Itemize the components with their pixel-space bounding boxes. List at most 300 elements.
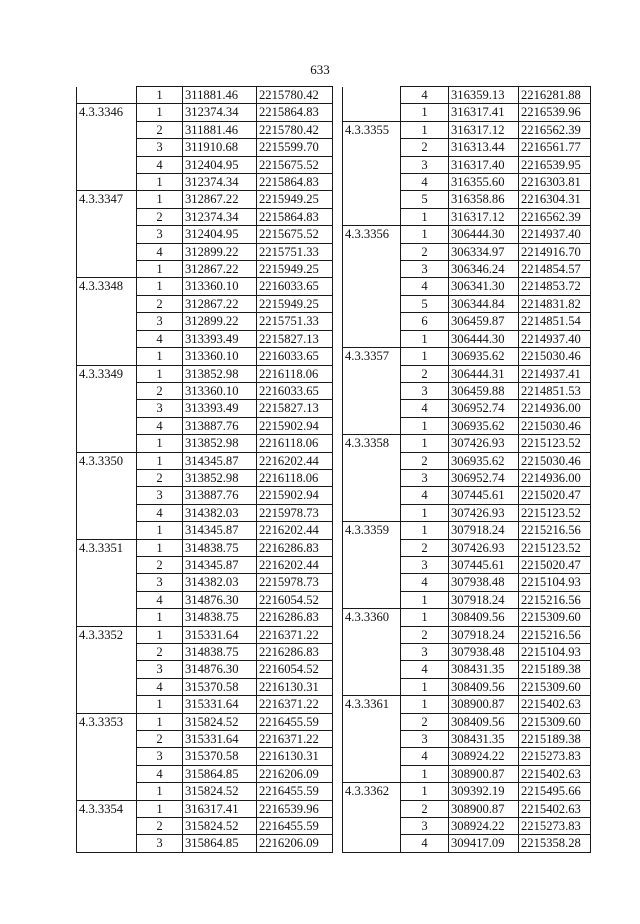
parcel-number-cell: 4.3.3347 — [77, 191, 137, 208]
table-row — [77, 504, 333, 521]
x-coordinate-cell: 316317.41 — [183, 800, 257, 817]
y-coordinate-cell: 2216054.52 — [257, 591, 333, 608]
x-coordinate-cell: 314345.87 — [183, 452, 257, 469]
parcel-number-cell — [77, 156, 137, 173]
point-number-cell: 4 — [401, 278, 449, 295]
y-coordinate-cell: 2214851.53 — [519, 382, 591, 399]
table-row — [77, 487, 333, 504]
table-row — [77, 400, 333, 417]
x-coordinate-cell: 312867.22 — [183, 191, 257, 208]
parcel-number-cell — [343, 400, 401, 417]
table-row — [343, 609, 591, 626]
point-number-cell: 1 — [401, 417, 449, 434]
y-coordinate-cell: 2216130.31 — [257, 748, 333, 765]
x-coordinate-cell: 312899.22 — [183, 243, 257, 260]
y-coordinate-cell: 2216539.96 — [519, 104, 591, 121]
y-coordinate-cell: 2215123.52 — [519, 539, 591, 556]
point-number-cell: 2 — [401, 139, 449, 156]
x-coordinate-cell: 316358.86 — [449, 191, 519, 208]
point-number-cell: 4 — [401, 487, 449, 504]
table-row — [77, 469, 333, 486]
x-coordinate-cell: 313360.10 — [183, 382, 257, 399]
point-number-cell: 1 — [137, 626, 183, 643]
x-coordinate-cell: 307918.24 — [449, 591, 519, 608]
table-row — [343, 382, 591, 399]
table-row — [343, 104, 591, 121]
parcel-number-cell — [77, 417, 137, 434]
table-row — [77, 644, 333, 661]
x-coordinate-cell: 308431.35 — [449, 661, 519, 678]
x-coordinate-cell: 306444.30 — [449, 330, 519, 347]
table-row — [343, 765, 591, 782]
y-coordinate-cell: 2215030.46 — [519, 417, 591, 434]
point-number-cell: 4 — [401, 661, 449, 678]
parcel-number-cell — [77, 835, 137, 852]
coordinates-table-right-body — [343, 87, 591, 853]
point-number-cell: 2 — [137, 644, 183, 661]
x-coordinate-cell: 313887.76 — [183, 417, 257, 434]
y-coordinate-cell: 2215864.83 — [257, 104, 333, 121]
point-number-cell: 1 — [401, 522, 449, 539]
y-coordinate-cell: 2215949.25 — [257, 261, 333, 278]
y-coordinate-cell: 2214854.57 — [519, 261, 591, 278]
table-row — [343, 626, 591, 643]
parcel-number-cell — [77, 261, 137, 278]
table-row — [343, 504, 591, 521]
y-coordinate-cell: 2215978.73 — [257, 504, 333, 521]
x-coordinate-cell: 313360.10 — [183, 348, 257, 365]
table-row — [343, 731, 591, 748]
y-coordinate-cell: 2216455.59 — [257, 713, 333, 730]
table-row — [77, 313, 333, 330]
x-coordinate-cell: 308924.22 — [449, 818, 519, 835]
point-number-cell: 2 — [401, 539, 449, 556]
table-row — [343, 156, 591, 173]
point-number-cell: 1 — [401, 121, 449, 138]
parcel-number-cell — [343, 104, 401, 121]
y-coordinate-cell: 2215751.33 — [257, 313, 333, 330]
y-coordinate-cell: 2216286.83 — [257, 644, 333, 661]
table-row — [77, 226, 333, 243]
table-row — [343, 87, 591, 104]
point-number-cell: 3 — [137, 574, 183, 591]
y-coordinate-cell: 2214937.41 — [519, 365, 591, 382]
x-coordinate-cell: 306344.84 — [449, 295, 519, 312]
y-coordinate-cell: 2216562.39 — [519, 208, 591, 225]
y-coordinate-cell: 2215949.25 — [257, 295, 333, 312]
y-coordinate-cell: 2216281.88 — [519, 87, 591, 104]
y-coordinate-cell: 2216371.22 — [257, 731, 333, 748]
x-coordinate-cell: 314345.87 — [183, 556, 257, 573]
x-coordinate-cell: 308900.87 — [449, 696, 519, 713]
parcel-number-cell — [343, 330, 401, 347]
parcel-number-cell — [77, 139, 137, 156]
y-coordinate-cell: 2214936.00 — [519, 469, 591, 486]
parcel-number-cell — [77, 243, 137, 260]
y-coordinate-cell: 2214853.72 — [519, 278, 591, 295]
y-coordinate-cell: 2216303.81 — [519, 174, 591, 191]
y-coordinate-cell: 2216033.65 — [257, 348, 333, 365]
parcel-number-cell — [343, 469, 401, 486]
table-row — [343, 539, 591, 556]
parcel-number-cell: 4.3.3346 — [77, 104, 137, 121]
point-number-cell: 1 — [401, 226, 449, 243]
y-coordinate-cell: 2215104.93 — [519, 574, 591, 591]
table-row — [77, 121, 333, 138]
point-number-cell: 1 — [137, 435, 183, 452]
point-number-cell: 2 — [137, 818, 183, 835]
y-coordinate-cell: 2216206.09 — [257, 835, 333, 852]
y-coordinate-cell: 2215864.83 — [257, 174, 333, 191]
x-coordinate-cell: 315370.58 — [183, 678, 257, 695]
parcel-number-cell — [343, 452, 401, 469]
y-coordinate-cell: 2216562.39 — [519, 121, 591, 138]
parcel-number-cell — [77, 818, 137, 835]
x-coordinate-cell: 316313.44 — [449, 139, 519, 156]
point-number-cell: 4 — [137, 504, 183, 521]
table-row — [343, 417, 591, 434]
table-row — [77, 104, 333, 121]
parcel-number-cell — [343, 731, 401, 748]
x-coordinate-cell: 313360.10 — [183, 278, 257, 295]
point-number-cell: 2 — [137, 208, 183, 225]
y-coordinate-cell: 2215273.83 — [519, 818, 591, 835]
point-number-cell: 6 — [401, 313, 449, 330]
parcel-number-cell — [77, 522, 137, 539]
point-number-cell: 4 — [401, 574, 449, 591]
x-coordinate-cell: 307938.48 — [449, 644, 519, 661]
point-number-cell: 3 — [401, 469, 449, 486]
parcel-number-cell — [343, 626, 401, 643]
x-coordinate-cell: 311881.46 — [183, 121, 257, 138]
parcel-number-cell — [77, 226, 137, 243]
parcel-number-cell: 4.3.3361 — [343, 696, 401, 713]
parcel-number-cell: 4.3.3360 — [343, 609, 401, 626]
point-number-cell: 3 — [137, 661, 183, 678]
y-coordinate-cell: 2215827.13 — [257, 400, 333, 417]
point-number-cell: 3 — [137, 748, 183, 765]
table-row — [343, 348, 591, 365]
table-row — [343, 678, 591, 695]
y-coordinate-cell: 2214936.00 — [519, 400, 591, 417]
x-coordinate-cell: 307445.61 — [449, 556, 519, 573]
table-row — [343, 661, 591, 678]
point-number-cell: 1 — [137, 696, 183, 713]
x-coordinate-cell: 315864.85 — [183, 765, 257, 782]
y-coordinate-cell: 2215902.94 — [257, 487, 333, 504]
table-row — [343, 139, 591, 156]
parcel-number-cell — [77, 696, 137, 713]
x-coordinate-cell: 308409.56 — [449, 678, 519, 695]
parcel-number-cell — [77, 504, 137, 521]
y-coordinate-cell: 2215599.70 — [257, 139, 333, 156]
table-row — [77, 295, 333, 312]
x-coordinate-cell: 312374.34 — [183, 104, 257, 121]
y-coordinate-cell: 2216455.59 — [257, 783, 333, 800]
y-coordinate-cell: 2216539.96 — [257, 800, 333, 817]
parcel-number-cell — [343, 156, 401, 173]
table-row — [343, 313, 591, 330]
point-number-cell: 1 — [401, 678, 449, 695]
x-coordinate-cell: 312899.22 — [183, 313, 257, 330]
parcel-number-cell — [77, 487, 137, 504]
x-coordinate-cell: 314838.75 — [183, 609, 257, 626]
parcel-number-cell — [343, 835, 401, 852]
x-coordinate-cell: 306459.88 — [449, 382, 519, 399]
table-row — [77, 539, 333, 556]
point-number-cell: 2 — [137, 382, 183, 399]
point-number-cell: 3 — [401, 644, 449, 661]
x-coordinate-cell: 314382.03 — [183, 504, 257, 521]
table-row — [77, 696, 333, 713]
y-coordinate-cell: 2215030.46 — [519, 348, 591, 365]
table-row — [77, 556, 333, 573]
point-number-cell: 3 — [401, 261, 449, 278]
point-number-cell: 2 — [137, 121, 183, 138]
y-coordinate-cell: 2215123.52 — [519, 435, 591, 452]
y-coordinate-cell: 2216304.31 — [519, 191, 591, 208]
y-coordinate-cell: 2215123.52 — [519, 504, 591, 521]
x-coordinate-cell: 313852.98 — [183, 365, 257, 382]
table-row — [77, 417, 333, 434]
table-row — [77, 174, 333, 191]
parcel-number-cell — [343, 417, 401, 434]
table-row — [343, 748, 591, 765]
point-number-cell: 1 — [401, 435, 449, 452]
y-coordinate-cell: 2216033.65 — [257, 382, 333, 399]
table-row — [343, 400, 591, 417]
point-number-cell: 3 — [137, 139, 183, 156]
coordinates-table-right — [342, 86, 591, 853]
point-number-cell: 2 — [401, 800, 449, 817]
table-row — [77, 278, 333, 295]
point-number-cell: 1 — [137, 452, 183, 469]
x-coordinate-cell: 316355.60 — [449, 174, 519, 191]
parcel-number-cell — [77, 87, 137, 104]
y-coordinate-cell: 2215751.33 — [257, 243, 333, 260]
table-row — [343, 121, 591, 138]
point-number-cell: 1 — [137, 104, 183, 121]
table-row — [343, 261, 591, 278]
x-coordinate-cell: 316317.40 — [449, 156, 519, 173]
table-row — [77, 748, 333, 765]
parcel-number-cell — [343, 295, 401, 312]
x-coordinate-cell: 315824.52 — [183, 818, 257, 835]
x-coordinate-cell: 314345.87 — [183, 522, 257, 539]
table-row — [77, 365, 333, 382]
table-row — [77, 87, 333, 104]
parcel-number-cell — [77, 121, 137, 138]
point-number-cell: 1 — [137, 522, 183, 539]
point-number-cell: 3 — [401, 818, 449, 835]
point-number-cell: 2 — [401, 365, 449, 382]
parcel-number-cell — [77, 330, 137, 347]
x-coordinate-cell: 306444.31 — [449, 365, 519, 382]
parcel-number-cell — [343, 243, 401, 260]
parcel-number-cell — [343, 800, 401, 817]
x-coordinate-cell: 311881.46 — [183, 87, 257, 104]
parcel-number-cell: 4.3.3354 — [77, 800, 137, 817]
table-row — [343, 487, 591, 504]
x-coordinate-cell: 313887.76 — [183, 487, 257, 504]
x-coordinate-cell: 311910.68 — [183, 139, 257, 156]
parcel-number-cell — [343, 191, 401, 208]
parcel-number-cell — [343, 87, 401, 104]
y-coordinate-cell: 2214937.40 — [519, 226, 591, 243]
point-number-cell: 1 — [401, 330, 449, 347]
parcel-number-cell: 4.3.3348 — [77, 278, 137, 295]
table-row — [343, 644, 591, 661]
point-number-cell: 3 — [137, 313, 183, 330]
x-coordinate-cell: 314382.03 — [183, 574, 257, 591]
x-coordinate-cell: 315824.52 — [183, 783, 257, 800]
table-row — [77, 452, 333, 469]
x-coordinate-cell: 314876.30 — [183, 591, 257, 608]
x-coordinate-cell: 316317.12 — [449, 121, 519, 138]
y-coordinate-cell: 2216286.83 — [257, 539, 333, 556]
table-row — [77, 435, 333, 452]
y-coordinate-cell: 2216539.95 — [519, 156, 591, 173]
parcel-number-cell — [77, 382, 137, 399]
point-number-cell: 4 — [401, 87, 449, 104]
point-number-cell: 1 — [137, 800, 183, 817]
point-number-cell: 1 — [401, 504, 449, 521]
point-number-cell: 4 — [401, 748, 449, 765]
table-row — [343, 783, 591, 800]
parcel-number-cell — [77, 435, 137, 452]
x-coordinate-cell: 312404.95 — [183, 226, 257, 243]
point-number-cell: 4 — [137, 678, 183, 695]
y-coordinate-cell: 2215216.56 — [519, 591, 591, 608]
table-row — [343, 295, 591, 312]
table-row — [343, 469, 591, 486]
parcel-number-cell — [343, 365, 401, 382]
y-coordinate-cell: 2215020.47 — [519, 556, 591, 573]
point-number-cell: 1 — [401, 591, 449, 608]
parcel-number-cell — [77, 174, 137, 191]
point-number-cell: 3 — [137, 835, 183, 852]
x-coordinate-cell: 308924.22 — [449, 748, 519, 765]
table-row — [77, 330, 333, 347]
y-coordinate-cell: 2215216.56 — [519, 626, 591, 643]
point-number-cell: 1 — [137, 713, 183, 730]
table-row — [77, 261, 333, 278]
point-number-cell: 1 — [401, 104, 449, 121]
table-row — [343, 243, 591, 260]
table-row — [77, 835, 333, 852]
x-coordinate-cell: 312404.95 — [183, 156, 257, 173]
table-row — [343, 365, 591, 382]
y-coordinate-cell: 2215827.13 — [257, 330, 333, 347]
x-coordinate-cell: 316359.13 — [449, 87, 519, 104]
table-row — [343, 174, 591, 191]
table-row — [77, 731, 333, 748]
x-coordinate-cell: 313852.98 — [183, 469, 257, 486]
x-coordinate-cell: 315331.64 — [183, 626, 257, 643]
point-number-cell: 3 — [137, 487, 183, 504]
point-number-cell: 2 — [137, 731, 183, 748]
parcel-number-cell: 4.3.3355 — [343, 121, 401, 138]
table-row — [343, 208, 591, 225]
y-coordinate-cell: 2215189.38 — [519, 731, 591, 748]
y-coordinate-cell: 2215020.47 — [519, 487, 591, 504]
parcel-number-cell — [77, 765, 137, 782]
y-coordinate-cell: 2214831.82 — [519, 295, 591, 312]
point-number-cell: 1 — [137, 174, 183, 191]
x-coordinate-cell: 306346.24 — [449, 261, 519, 278]
point-number-cell: 3 — [401, 731, 449, 748]
parcel-number-cell — [343, 539, 401, 556]
y-coordinate-cell: 2216371.22 — [257, 696, 333, 713]
point-number-cell: 1 — [137, 783, 183, 800]
y-coordinate-cell: 2215402.63 — [519, 696, 591, 713]
y-coordinate-cell: 2215780.42 — [257, 121, 333, 138]
y-coordinate-cell: 2215358.28 — [519, 835, 591, 852]
parcel-number-cell — [77, 556, 137, 573]
y-coordinate-cell: 2215189.38 — [519, 661, 591, 678]
parcel-number-cell — [343, 765, 401, 782]
table-row — [343, 522, 591, 539]
y-coordinate-cell: 2216561.77 — [519, 139, 591, 156]
point-number-cell: 3 — [401, 556, 449, 573]
parcel-number-cell — [343, 678, 401, 695]
parcel-number-cell — [77, 295, 137, 312]
y-coordinate-cell: 2216455.59 — [257, 818, 333, 835]
parcel-number-cell: 4.3.3358 — [343, 435, 401, 452]
point-number-cell: 1 — [137, 191, 183, 208]
parcel-number-cell — [343, 574, 401, 591]
table-row — [343, 556, 591, 573]
y-coordinate-cell: 2215902.94 — [257, 417, 333, 434]
y-coordinate-cell: 2215864.83 — [257, 208, 333, 225]
table-row — [77, 574, 333, 591]
x-coordinate-cell: 307426.93 — [449, 504, 519, 521]
parcel-number-cell — [77, 661, 137, 678]
parcel-number-cell: 4.3.3356 — [343, 226, 401, 243]
x-coordinate-cell: 308409.56 — [449, 609, 519, 626]
table-row — [77, 818, 333, 835]
point-number-cell: 2 — [401, 713, 449, 730]
x-coordinate-cell: 307918.24 — [449, 522, 519, 539]
y-coordinate-cell: 2216202.44 — [257, 522, 333, 539]
parcel-number-cell — [77, 748, 137, 765]
parcel-number-cell — [77, 591, 137, 608]
point-number-cell: 1 — [137, 261, 183, 278]
point-number-cell: 4 — [137, 591, 183, 608]
parcel-number-cell — [343, 504, 401, 521]
y-coordinate-cell: 2215780.42 — [257, 87, 333, 104]
x-coordinate-cell: 306935.62 — [449, 417, 519, 434]
table-row — [343, 696, 591, 713]
table-row — [77, 139, 333, 156]
x-coordinate-cell: 313393.49 — [183, 330, 257, 347]
x-coordinate-cell: 312867.22 — [183, 261, 257, 278]
table-row — [77, 661, 333, 678]
table-row — [343, 800, 591, 817]
x-coordinate-cell: 316317.41 — [449, 104, 519, 121]
point-number-cell: 1 — [137, 348, 183, 365]
parcel-number-cell: 4.3.3362 — [343, 783, 401, 800]
parcel-number-cell: 4.3.3359 — [343, 522, 401, 539]
y-coordinate-cell: 2216118.06 — [257, 435, 333, 452]
x-coordinate-cell: 316317.12 — [449, 208, 519, 225]
x-coordinate-cell: 306334.97 — [449, 243, 519, 260]
point-number-cell: 4 — [401, 400, 449, 417]
x-coordinate-cell: 315864.85 — [183, 835, 257, 852]
point-number-cell: 1 — [401, 783, 449, 800]
x-coordinate-cell: 315824.52 — [183, 713, 257, 730]
x-coordinate-cell: 315331.64 — [183, 696, 257, 713]
